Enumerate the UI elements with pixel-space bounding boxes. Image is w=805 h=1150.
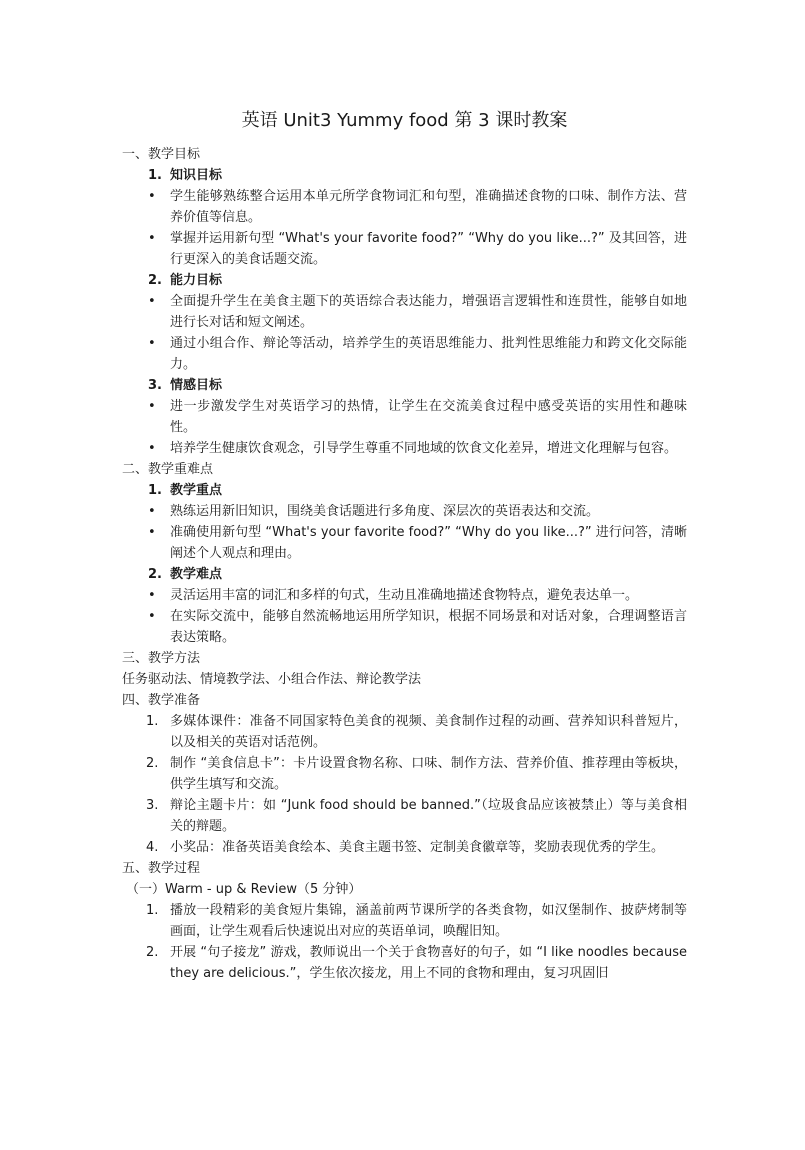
list-item: • 灵活运用丰富的词汇和多样的句式，生动且准确地描述食物特点，避免表达单一。 (122, 585, 687, 606)
subheading-label: 知识目标 (170, 168, 223, 183)
bullet-list (122, 291, 687, 375)
item-number: 2. (146, 756, 159, 771)
subheading-ability-goals (122, 270, 687, 291)
section-teaching-process: 五、教学过程 (122, 861, 201, 876)
item-text: 多媒体课件：准备不同国家特色美食的视频、美食制作过程的动画、营养知识科普短片，以及相关的英语对话范例。 (170, 714, 687, 750)
page-title: 英语 Unit3 Yummy food 第 3 课时教案 (241, 110, 568, 131)
item-number: 1. (146, 903, 159, 918)
list-item (122, 900, 687, 942)
subheading-number: 1. (148, 168, 162, 183)
subheading-label: 情感目标 (170, 378, 223, 393)
subheading-emotional-goals (122, 375, 687, 396)
item-text: 小奖品：准备英语美食绘本、美食主题书签、定制美食徽章等，奖励表现优秀的学生。 (170, 840, 665, 855)
methods-text: 任务驱动法、情境教学法、小组合作法、辩论教学法 (122, 672, 422, 687)
subheading-label: 教学重点 (170, 483, 223, 498)
item-text: 开展 “句子接龙” 游戏，教师说出一个关于食物喜好的句子，如 “I like noodles because they are delicious.”，学生依次接龙，用上不同的食物和理由，复习巩固旧 (170, 945, 687, 981)
subheading-key-points (122, 480, 687, 501)
list-item (122, 753, 687, 795)
bullet-list (122, 585, 687, 648)
list-item: • 准确使用新句型 “What's your favorite food?” “Why do you like...?” 进行问答，清晰阐述个人观点和理由。 (122, 522, 687, 564)
list-item: • 熟练运用新旧知识，围绕美食话题进行多角度、深层次的英语表达和交流。 (122, 501, 687, 522)
subheading-label: 能力目标 (170, 273, 223, 288)
subheading-knowledge-goals (122, 165, 687, 186)
bullet-list (122, 396, 687, 459)
section-teaching-goals: 一、教学目标 (122, 147, 201, 162)
list-item: • 掌握并运用新句型 “What's your favorite food?” “Why do you like...?” 及其回答，进行更深入的美食话题交流。 (122, 228, 687, 270)
numbered-list (122, 711, 687, 858)
item-number: 1. (146, 714, 159, 729)
list-item (122, 711, 687, 753)
subheading-number: 3. (148, 378, 162, 393)
item-text: 辩论主题卡片：如 “Junk food should be banned.”（垃圾食品应该被禁止）等与美食相关的辩题。 (170, 798, 687, 834)
list-item (122, 942, 687, 984)
item-number: 2. (146, 945, 159, 960)
list-item (122, 837, 687, 858)
list-item: • 培养学生健康饮食观念，引导学生尊重不同地域的饮食文化差异，增进文化理解与包容。 (122, 438, 687, 459)
subheading-number: 2. (148, 567, 162, 582)
subheading-label: 教学难点 (170, 567, 223, 582)
item-number: 4. (146, 840, 159, 855)
list-item: • 全面提升学生在美食主题下的英语综合表达能力，增强语言逻辑性和连贯性，能够自如地进行长对话和短文阐述。 (122, 291, 687, 333)
list-item: • 通过小组合作、辩论等活动，培养学生的英语思维能力、批判性思维能力和跨文化交际能力。 (122, 333, 687, 375)
section-teaching-methods: 三、教学方法 (122, 651, 201, 666)
list-item: • 进一步激发学生对英语学习的热情，让学生在交流美食过程中感受英语的实用性和趣味性。 (122, 396, 687, 438)
subheading-number: 2. (148, 273, 162, 288)
subheading-difficulties (122, 564, 687, 585)
list-item: • 在实际交流中，能够自然流畅地运用所学知识，根据不同场景和对话对象，合理调整语言表达策略。 (122, 606, 687, 648)
lesson-plan (122, 106, 687, 984)
bullet-list (122, 186, 687, 270)
list-item: • 学生能够熟练整合运用本单元所学食物词汇和句型，准确描述食物的口味、制作方法、营养价值等信息。 (122, 186, 687, 228)
list-item (122, 795, 687, 837)
item-text: 制作 “美食信息卡”：卡片设置食物名称、口味、制作方法、营养价值、推荐理由等板块，供学生填写和交流。 (170, 756, 687, 792)
numbered-list (122, 900, 687, 984)
subsection-warm-up: （一）Warm - up & Review（5 分钟） (126, 882, 362, 897)
item-text: 播放一段精彩的美食短片集锦，涵盖前两节课所学的各类食物，如汉堡制作、披萨烤制等画面，让学生观看后快速说出对应的英语单词，唤醒旧知。 (170, 903, 687, 939)
subheading-number: 1. (148, 483, 162, 498)
section-preparation: 四、教学准备 (122, 693, 201, 708)
item-number: 3. (146, 798, 159, 813)
bullet-list (122, 501, 687, 564)
section-key-points: 二、教学重难点 (122, 462, 214, 477)
